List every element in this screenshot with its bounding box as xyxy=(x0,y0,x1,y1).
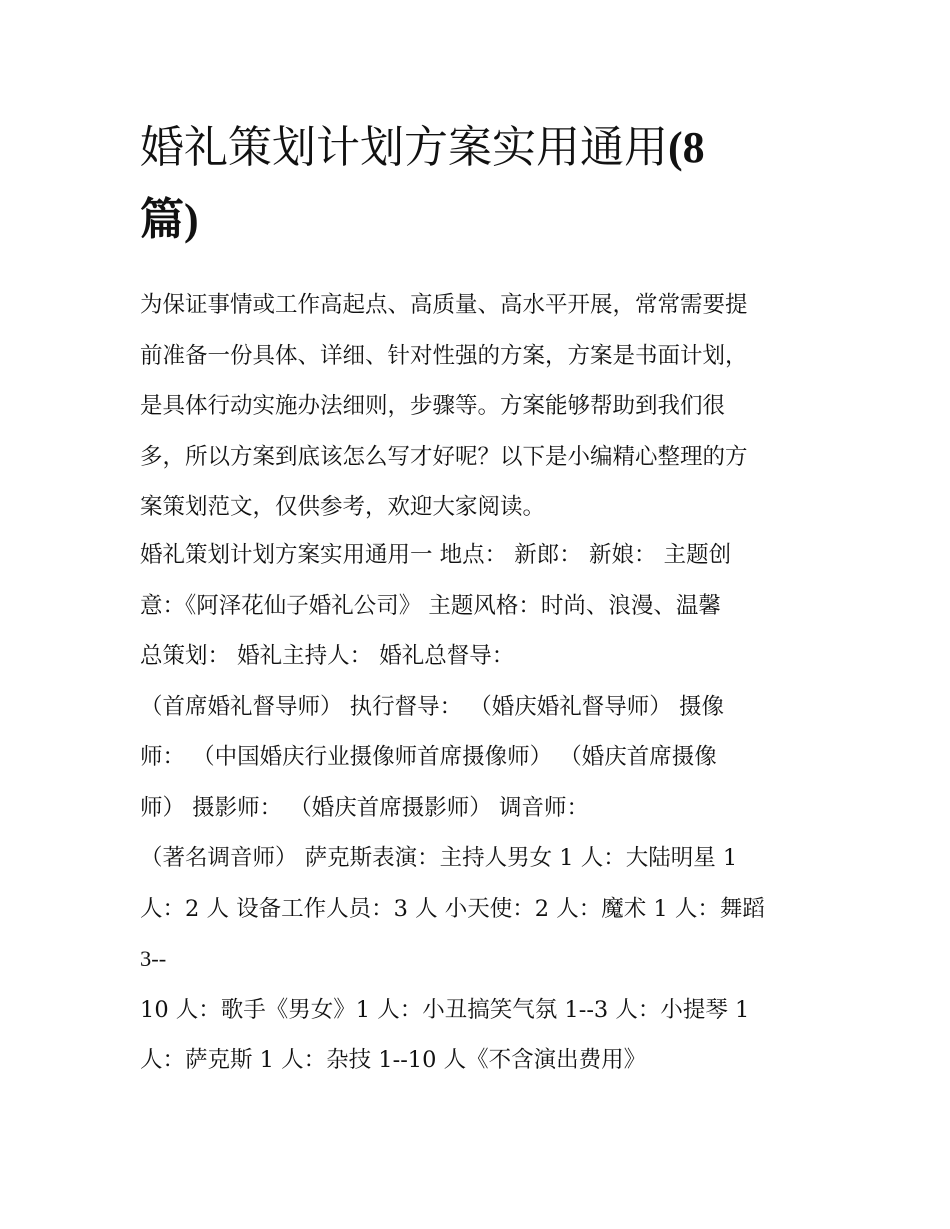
intro-line: 多，所以方案到底该怎么写才好呢？以下是小编精心整理的方 xyxy=(140,443,748,470)
body-line: 意：《阿泽花仙子婚礼公司》 主题风格：时尚、浪漫、温馨 xyxy=(140,592,721,619)
body-line: （著名调音师） 萨克斯表演：主持人男女 1 人：大陆明星 1 xyxy=(140,845,738,871)
document-title xyxy=(140,112,820,256)
body-line: 10 人：歌手《男女》1 人：小丑搞笑气氛 1--3 人：小提琴 1 xyxy=(140,996,750,1023)
title-line-1 xyxy=(140,112,820,184)
body-line: 婚礼策划计划方案实用通用一 地点： 新郎： 新娘： 主题创 xyxy=(140,542,732,568)
body-line: 师） 摄影师： （婚庆首席摄影师） 调音师： xyxy=(140,794,589,821)
intro-line: 是具体行动实施办法细则，步骤等。方案能够帮助到我们很 xyxy=(140,393,726,419)
intro-paragraph xyxy=(140,280,820,533)
intro-line: 案策划范文，仅供参考，欢迎大家阅读。 xyxy=(140,494,546,520)
body-line: （首席婚礼督导师） 执行督导： （婚庆婚礼督导师） 摄像 xyxy=(140,693,724,720)
body-line: 人：2 人 设备工作人员：3 人 小天使：2 人：魔术 1 人：舞蹈 xyxy=(140,895,765,922)
intro-line: 为保证事情或工作高起点、高质量、高水平开展，常常需要提 xyxy=(140,292,748,318)
title-line-2: 篇) xyxy=(140,195,199,244)
body-line: 人：萨克斯 1 人：杂技 1--10 人《不含演出费用》 xyxy=(140,1047,647,1073)
title-line-1-tail: (8 xyxy=(668,123,705,172)
intro-line: 前准备一份具体、详细、针对性强的方案，方案是书面计划， xyxy=(140,342,748,369)
body-line: 总策划： 婚礼主持人： 婚礼总督导： xyxy=(140,643,515,669)
body-line: 3-- xyxy=(140,946,167,971)
body-paragraph xyxy=(140,530,820,1086)
body-line: 师： （中国婚庆行业摄像师首席摄像师） （婚庆首席摄像 xyxy=(140,744,717,770)
title-line-1-text: 婚礼策划计划方案实用通用 xyxy=(140,122,668,173)
